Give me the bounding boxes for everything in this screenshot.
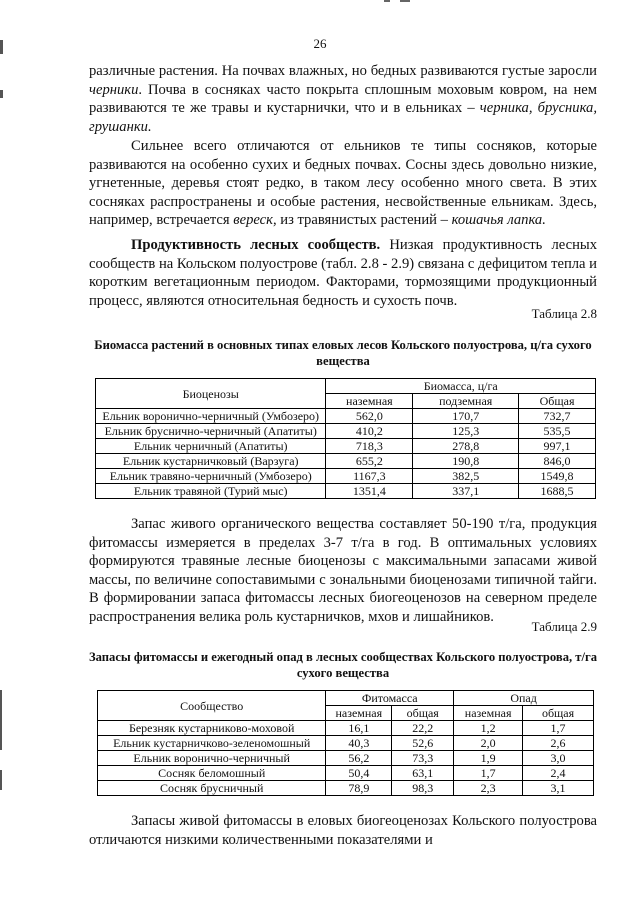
table-2-8-label: Таблица 2.8	[531, 306, 597, 321]
table-cell: 40,3	[326, 736, 392, 751]
table-row	[98, 766, 594, 781]
table-cell: Ельник бруснично-черничный (Апатиты)	[96, 424, 326, 439]
table-cell: Ельник травяной (Турий мыс)	[96, 484, 326, 499]
scan-artifact-top	[384, 0, 390, 2]
header-cell: общая	[523, 706, 594, 721]
header-group: Фитомасса	[326, 691, 454, 706]
table-cell: 2,0	[454, 736, 523, 751]
table-cell: 1,7	[454, 766, 523, 781]
table-row	[96, 439, 596, 454]
table-2-8-title: Биомасса растений в основных типах еловых лесов Кольского полуострова, ц/га сухого вещества	[94, 338, 592, 368]
paragraph-2-text-cont: , из травянистых растений –	[272, 212, 452, 229]
term-koshachya-lapka: кошачья лапка.	[451, 212, 546, 229]
table-cell: 718,3	[326, 439, 413, 454]
header-cell: Биоценозы	[96, 379, 326, 409]
header-cell: Сообщество	[98, 691, 326, 721]
table-cell: Ельник воронично-черничный	[98, 751, 326, 766]
paragraph-1-text-cont: . Почва в сосняках часто покрыта сплошным моховым ковром, на нем развиваются те же травы и кустарнички, что и в ельниках –	[89, 81, 597, 117]
paragraph-5: Запасы живой фитомассы в еловых биогеоценозах Кольского полуострова отличаются низкими количественными показателями и	[89, 813, 597, 848]
table-cell: 1351,4	[326, 484, 413, 499]
table-cell: 2,3	[454, 781, 523, 796]
paragraph-1-text: различные растения. На почвах влажных, но бедных развиваются густые заросли	[89, 63, 597, 79]
table-row	[96, 409, 596, 424]
table-header-row	[98, 691, 594, 706]
table-row	[96, 454, 596, 469]
table-cell: 410,2	[326, 424, 413, 439]
table-cell: Ельник травяно-черничный (Умбозеро)	[96, 469, 326, 484]
table-row	[98, 751, 594, 766]
page-number: 26	[313, 36, 327, 51]
table-row	[98, 781, 594, 796]
header-cell: наземная	[326, 706, 392, 721]
table-cell: 170,7	[413, 409, 519, 424]
table-cell: 52,6	[392, 736, 454, 751]
table-2-9-title: Запасы фитомассы и ежегодный опад в лесных сообществах Кольского полуострова, т/га сухого вещества	[89, 650, 598, 680]
table-cell: 73,3	[392, 751, 454, 766]
table-cell: 655,2	[326, 454, 413, 469]
term-chernika: черники	[89, 81, 139, 98]
table-cell: 278,8	[413, 439, 519, 454]
table-cell: 1,9	[454, 751, 523, 766]
table-cell: Ельник черничный (Апатиты)	[96, 439, 326, 454]
table-header-row	[96, 379, 596, 394]
scan-artifact-edge	[0, 770, 2, 790]
table-row	[96, 424, 596, 439]
table-cell: 50,4	[326, 766, 392, 781]
table-2-8	[95, 378, 596, 499]
table-cell: 1549,8	[519, 469, 596, 484]
term-veresk: вереск	[233, 212, 273, 229]
table-cell: Ельник воронично-черничный (Умбозеро)	[96, 409, 326, 424]
table-cell: 98,3	[392, 781, 454, 796]
table-cell: 190,8	[413, 454, 519, 469]
scan-artifact-edge	[0, 90, 3, 98]
header-group: Биомасса, ц/га	[326, 379, 596, 394]
table-cell: 2,4	[523, 766, 594, 781]
table-row	[98, 736, 594, 751]
table-cell: Сосняк беломошный	[98, 766, 326, 781]
header-cell: Общая	[519, 394, 596, 409]
header-cell: общая	[392, 706, 454, 721]
table-cell: 1,2	[454, 721, 523, 736]
table-cell: Ельник кустарничково-зеленомошный	[98, 736, 326, 751]
table-2-9	[97, 690, 594, 796]
table-cell: 22,2	[392, 721, 454, 736]
table-cell: 846,0	[519, 454, 596, 469]
paragraph-1	[89, 62, 597, 136]
table-cell: 125,3	[413, 424, 519, 439]
table-cell: 78,9	[326, 781, 392, 796]
table-cell: Березняк кустарниково-моховой	[98, 721, 326, 736]
table-cell: 16,1	[326, 721, 392, 736]
table-cell: 382,5	[413, 469, 519, 484]
header-cell: наземная	[454, 706, 523, 721]
table-row	[98, 721, 594, 736]
table-cell: 3,1	[523, 781, 594, 796]
header-group: Опад	[454, 691, 594, 706]
paragraph-2-text: Сильнее всего отличаются от ельников те типы сосняков, которые развиваются на особенно сухих и бедных почвах. Сосны здесь довольно низкие, угнетенные, деревья стоят редко, в таком лесу особенно много света. В этих сосняках распространены и особые растения, несвойственные ельникам. Здесь, например, встречается	[89, 138, 597, 229]
table-cell: 562,0	[326, 409, 413, 424]
table-cell: 997,1	[519, 439, 596, 454]
table-row	[96, 484, 596, 499]
table-cell: Сосняк брусничный	[98, 781, 326, 796]
table-cell: 63,1	[392, 766, 454, 781]
table-cell: 2,6	[523, 736, 594, 751]
table-cell: 1688,5	[519, 484, 596, 499]
table-cell: Ельник кустарничковый (Варзуга)	[96, 454, 326, 469]
table-row	[96, 469, 596, 484]
paragraph-3	[89, 236, 597, 310]
table-cell: 732,7	[519, 409, 596, 424]
paragraph-3-text: Низкая продуктивность лесных сообществ на Кольском полуострове (табл. 2.8 - 2.9) связана с дефицитом тепла и коротким вегетационным периодом. Факторами, тормозящими продукционный процесс, являются относительная бедность и сухость почв.	[89, 237, 597, 309]
table-cell: 535,5	[519, 424, 596, 439]
scan-artifact-top	[400, 0, 410, 2]
table-2-9-label: Таблица 2.9	[531, 619, 597, 634]
header-cell: наземная	[326, 394, 413, 409]
table-cell: 3,0	[523, 751, 594, 766]
header-cell: подземная	[413, 394, 519, 409]
term-plants: черника, брусника, грушанки.	[89, 100, 597, 135]
section-heading: Продуктивность лесных сообществ.	[131, 237, 381, 253]
paragraph-2	[89, 137, 597, 230]
table-cell: 1167,3	[326, 469, 413, 484]
scan-artifact-edge	[0, 690, 2, 750]
table-cell: 56,2	[326, 751, 392, 766]
paragraph-4: Запас живого органического вещества составляет 50-190 т/га, продукция фитомассы измеряется в пределах 3-7 т/га в год. В оптимальных условиях формируются травяные лесные биоценозы с максимальными запасами живой массы, по величине сопоставимыми с зональными биоценозами типичной тайги. В формировании запаса фитомассы лесных биогеоценозов на северном пределе распространения велика роль кустарничков, мхов и лишайников.	[89, 516, 597, 625]
table-cell: 1,7	[523, 721, 594, 736]
table-cell: 337,1	[413, 484, 519, 499]
